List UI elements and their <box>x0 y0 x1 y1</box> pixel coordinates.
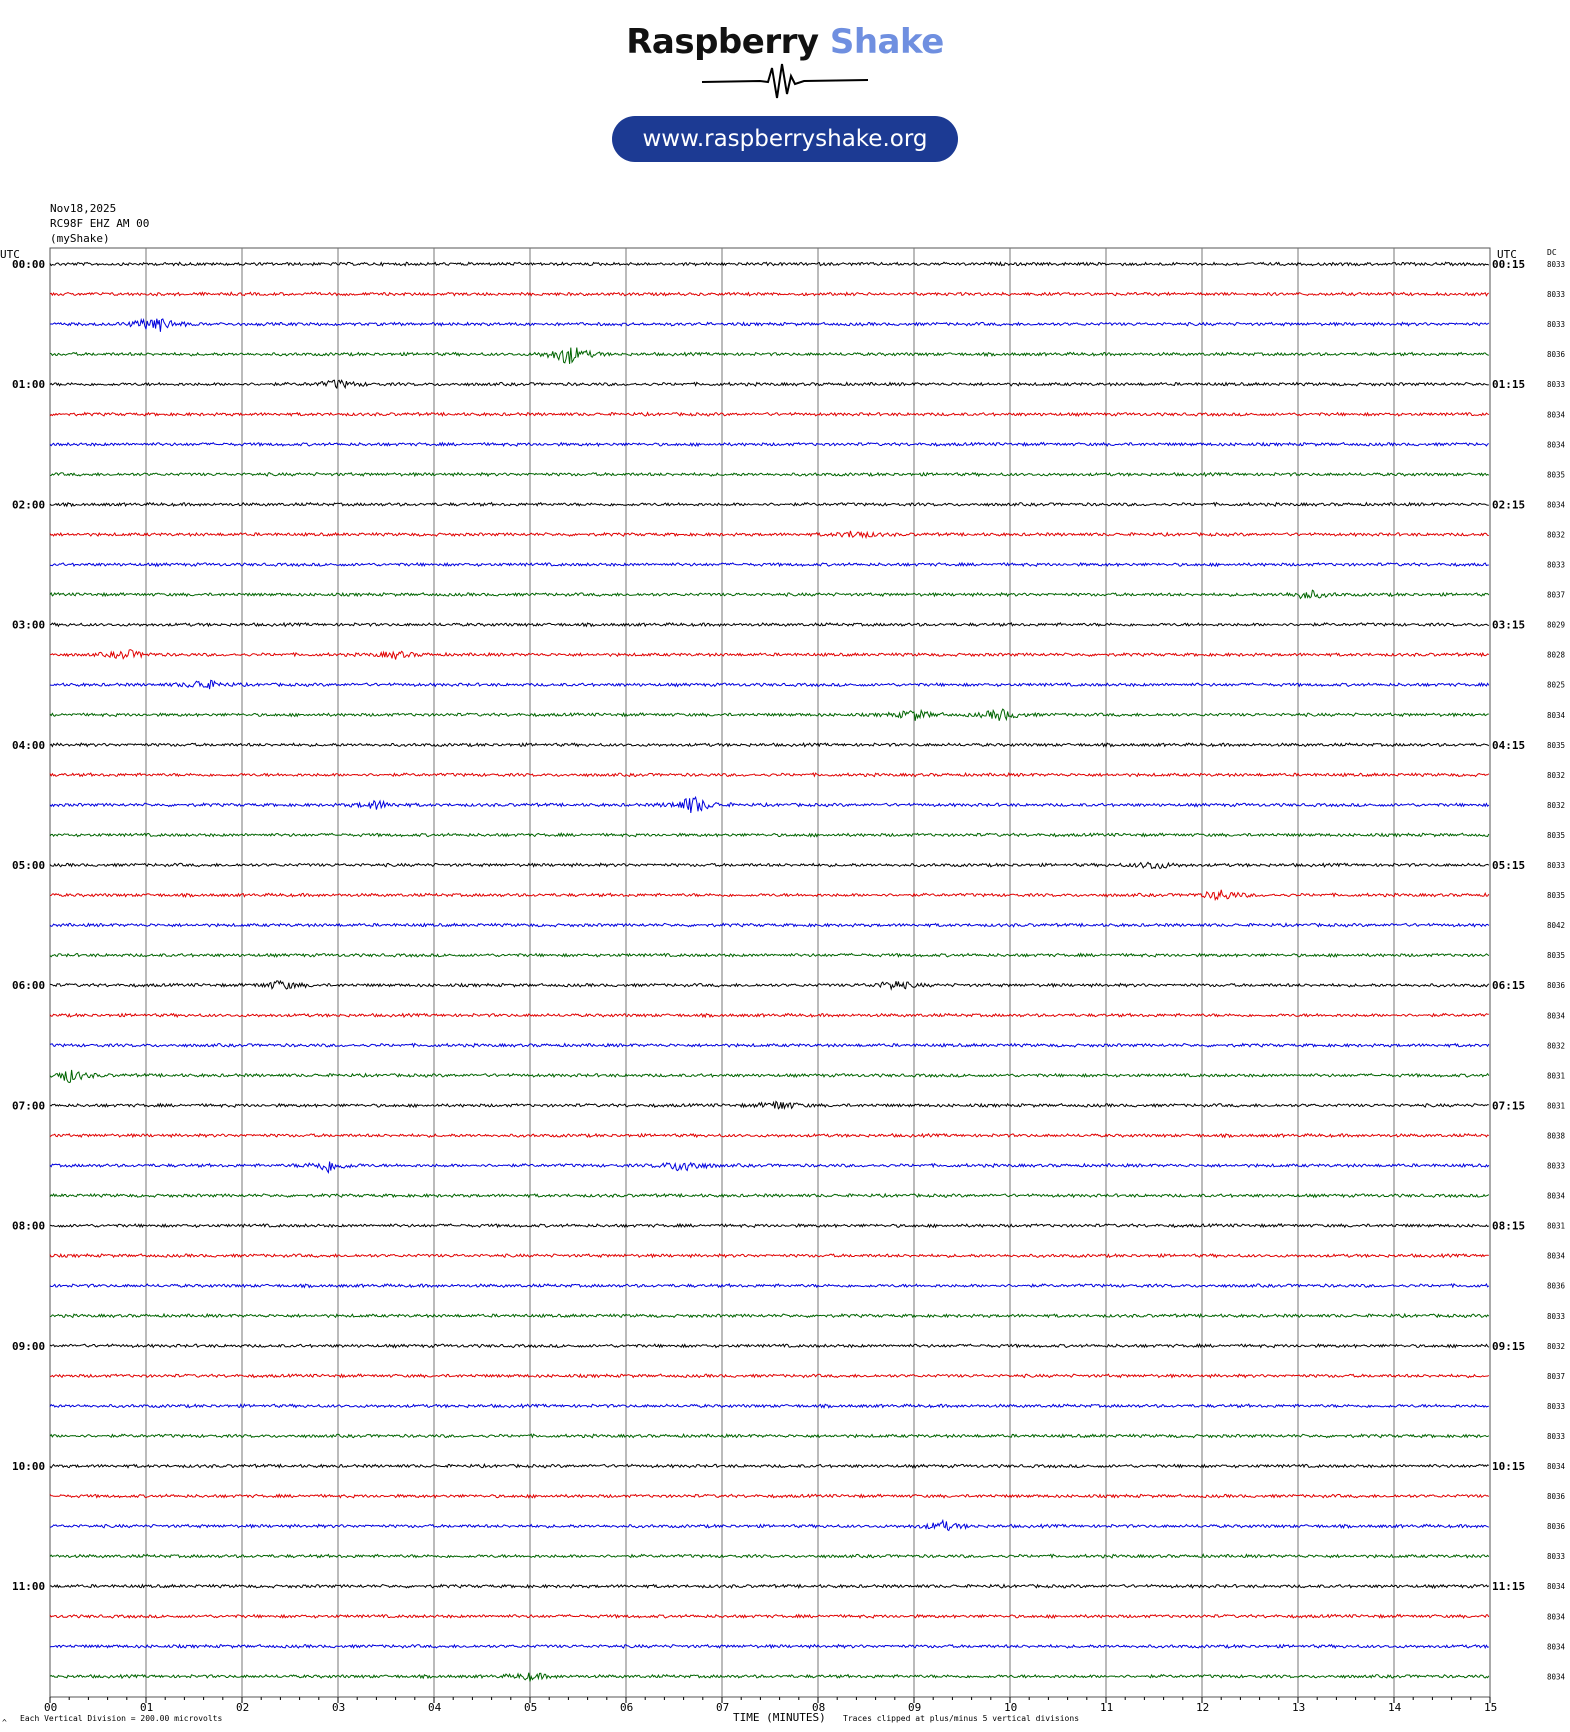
x-tick-label: 05 <box>524 1701 538 1714</box>
plot-frame <box>50 248 1490 1697</box>
dc-offset-label: 8036 <box>1547 981 1566 991</box>
dc-offset-label: 8034 <box>1547 1191 1566 1201</box>
dc-offset-label: 8034 <box>1547 500 1566 510</box>
trace-line <box>50 292 1489 296</box>
left-utc-label: UTC <box>0 248 20 261</box>
x-tick-label: 10 <box>1004 1701 1018 1714</box>
hour-label-right: 11:15 <box>1492 1580 1526 1594</box>
dc-offset-label: 8034 <box>1547 1011 1566 1021</box>
trace-line <box>50 1102 1489 1109</box>
hour-label-right: 05:15 <box>1492 859 1526 872</box>
x-tick-label: 02 <box>236 1701 250 1714</box>
dc-offset-label: 8033 <box>1547 1401 1566 1411</box>
trace-line <box>50 1615 1489 1619</box>
dc-offset-label: 8035 <box>1547 470 1566 480</box>
trace-line <box>50 1494 1489 1498</box>
x-tick-label: 07 <box>716 1701 730 1714</box>
trace-line <box>50 1521 1489 1531</box>
hour-label-right: 08:15 <box>1492 1219 1526 1233</box>
x-tick-label: 13 <box>1292 1701 1306 1714</box>
trace-line <box>50 981 1489 989</box>
trace-line <box>50 680 1489 689</box>
hour-label-right: 02:15 <box>1492 498 1526 512</box>
x-tick-label: 04 <box>428 1701 442 1714</box>
dc-offset-label: 8035 <box>1547 830 1566 840</box>
dc-label: DC <box>1547 248 1557 257</box>
hour-label-left: 03:00 <box>12 618 46 632</box>
trace-line <box>50 563 1489 566</box>
trace-line <box>50 890 1489 900</box>
x-tick-label: 14 <box>1388 1701 1402 1714</box>
trace-line <box>50 1554 1489 1558</box>
trace-line <box>50 1673 1489 1682</box>
hour-label-right: 00:15 <box>1492 258 1526 271</box>
x-tick-label: 12 <box>1196 1701 1210 1714</box>
trace-line <box>50 319 1489 332</box>
dc-offset-label: 8036 <box>1547 1281 1566 1291</box>
trace-line <box>50 709 1489 721</box>
x-axis-title: TIME (MINUTES) <box>733 1711 826 1724</box>
hour-label-left: 06:00 <box>12 979 46 993</box>
x-tick-label: 01 <box>140 1701 154 1714</box>
plot-grid <box>50 248 1490 1703</box>
trace-line <box>50 1194 1489 1197</box>
axis-labels <box>0 248 1566 1727</box>
trace-line <box>50 1645 1489 1648</box>
dc-offset-label: 8034 <box>1547 1251 1566 1261</box>
chart-date: Nov18,2025 <box>50 202 117 215</box>
trace-line <box>50 954 1489 957</box>
trace-line <box>50 773 1489 777</box>
dc-offset-label: 8032 <box>1547 800 1566 810</box>
logo-word-raspberry: Raspberry <box>626 22 819 62</box>
x-tick-label: 03 <box>332 1701 346 1714</box>
dc-offset-label: 8028 <box>1547 650 1566 660</box>
dc-offset-label: 8033 <box>1547 290 1566 300</box>
hour-label-right: 04:15 <box>1492 738 1526 752</box>
trace-line <box>50 1585 1489 1588</box>
dc-offset-label: 8037 <box>1547 1371 1566 1381</box>
dc-offset-label: 8025 <box>1547 680 1566 690</box>
dc-offset-label: 8031 <box>1547 1071 1566 1081</box>
dc-offset-label: 8034 <box>1547 410 1566 420</box>
trace-line <box>50 380 1489 388</box>
trace-line <box>50 1044 1489 1048</box>
dc-offset-label: 8033 <box>1547 320 1566 330</box>
trace-line <box>50 1070 1489 1083</box>
trace-line <box>50 1284 1489 1288</box>
website-url-button[interactable]: www.raspberryshake.org <box>612 116 958 162</box>
trace-line <box>50 1162 1489 1173</box>
x-tick-label: 15 <box>1484 1701 1498 1714</box>
dc-offset-label: 8033 <box>1547 1161 1566 1171</box>
dc-offset-label: 8034 <box>1547 710 1566 720</box>
dc-offset-label: 8034 <box>1547 1612 1566 1622</box>
hour-label-left: 01:00 <box>12 378 46 392</box>
trace-line <box>50 1374 1489 1378</box>
hour-label-left: 05:00 <box>12 859 46 872</box>
hour-label-left: 11:00 <box>12 1580 46 1594</box>
trace-line <box>50 923 1489 926</box>
dc-offset-label: 8034 <box>1547 1462 1566 1471</box>
trace-line <box>50 1254 1489 1258</box>
trace-line <box>50 1404 1489 1408</box>
hour-label-left: 08:00 <box>12 1219 46 1233</box>
trace-line <box>50 1434 1489 1438</box>
x-tick-label: 00 <box>44 1701 58 1714</box>
station-code: RC98F EHZ AM 00 <box>50 217 150 230</box>
traces <box>50 262 1489 1681</box>
hour-label-right: 01:15 <box>1492 378 1526 392</box>
footer-scale-note: Each Vertical Division = 200.00 microvolts <box>20 1714 223 1723</box>
hour-label-left: 02:00 <box>12 498 46 512</box>
dc-offset-label: 8032 <box>1547 1341 1566 1351</box>
dc-offset-label: 8036 <box>1547 1522 1566 1532</box>
dc-offset-label: 8038 <box>1547 1131 1566 1141</box>
trace-line <box>50 623 1489 627</box>
trace-line <box>50 650 1489 660</box>
dc-offset-label: 8036 <box>1547 350 1566 360</box>
dc-offset-label: 8032 <box>1547 1041 1566 1051</box>
logo-word-shake: Shake <box>829 22 944 62</box>
trace-line <box>50 1224 1489 1228</box>
x-tick-label: 09 <box>908 1701 922 1714</box>
hour-label-left: 04:00 <box>12 738 46 752</box>
right-utc-label: UTC <box>1497 248 1517 261</box>
footer-clip-note: Traces clipped at plus/minus 5 vertical divisions <box>843 1714 1080 1723</box>
hour-label-left: 07:00 <box>12 1099 46 1113</box>
trace-line <box>50 862 1489 868</box>
hour-label-right: 03:15 <box>1492 618 1526 632</box>
dc-offset-label: 8032 <box>1547 770 1566 780</box>
trace-line <box>50 1134 1489 1138</box>
dc-offset-label: 8033 <box>1547 560 1566 570</box>
trace-line <box>50 1014 1489 1018</box>
dc-offset-label: 8035 <box>1547 891 1566 901</box>
dc-offset-label: 8033 <box>1547 260 1566 269</box>
hour-label-right: 06:15 <box>1492 979 1526 993</box>
hour-label-left: 09:00 <box>12 1339 46 1353</box>
trace-line <box>50 503 1489 507</box>
x-tick-label: 08 <box>812 1701 826 1714</box>
trace-line <box>50 1314 1489 1318</box>
hour-label-right: 07:15 <box>1492 1099 1526 1113</box>
dc-offset-label: 8033 <box>1547 861 1566 870</box>
dc-offset-label: 8033 <box>1547 1431 1566 1441</box>
dc-offset-label: 8032 <box>1547 530 1566 540</box>
x-tick-label: 11 <box>1100 1701 1114 1714</box>
trace-line <box>50 833 1489 837</box>
trace-line <box>50 590 1489 598</box>
hour-label-left: 10:00 <box>12 1460 46 1473</box>
hour-label-right: 10:15 <box>1492 1460 1526 1473</box>
corner-mark: ^ <box>2 1718 7 1727</box>
dc-offset-label: 8036 <box>1547 1492 1566 1502</box>
hour-label-right: 09:15 <box>1492 1339 1526 1353</box>
dc-offset-label: 8034 <box>1547 440 1566 450</box>
trace-line <box>50 413 1489 416</box>
trace-line <box>50 262 1489 266</box>
trace-line <box>50 1464 1489 1467</box>
dc-offset-label: 8034 <box>1547 1672 1566 1682</box>
dc-offset-label: 8034 <box>1547 1642 1566 1652</box>
dc-offset-label: 8031 <box>1547 1221 1566 1231</box>
dc-offset-label: 8035 <box>1547 740 1566 750</box>
dc-offset-label: 8033 <box>1547 1552 1566 1562</box>
dc-offset-label: 8031 <box>1547 1101 1566 1111</box>
trace-line <box>50 531 1489 538</box>
dc-offset-label: 8034 <box>1547 1582 1566 1592</box>
dc-offset-label: 8037 <box>1547 590 1566 600</box>
trace-line <box>50 443 1489 447</box>
trace-line <box>50 743 1489 747</box>
hour-label-left: 00:00 <box>12 258 46 271</box>
trace-line <box>50 473 1489 476</box>
dc-offset-label: 8029 <box>1547 620 1566 630</box>
dc-offset-label: 8042 <box>1547 921 1566 931</box>
x-tick-label: 06 <box>620 1701 634 1714</box>
trace-line <box>50 1344 1489 1347</box>
dc-offset-label: 8033 <box>1547 1311 1566 1321</box>
network-name: (myShake) <box>50 232 110 245</box>
trace-line <box>50 797 1489 813</box>
dc-offset-label: 8033 <box>1547 380 1566 390</box>
trace-line <box>50 348 1489 364</box>
dc-offset-label: 8035 <box>1547 951 1566 961</box>
